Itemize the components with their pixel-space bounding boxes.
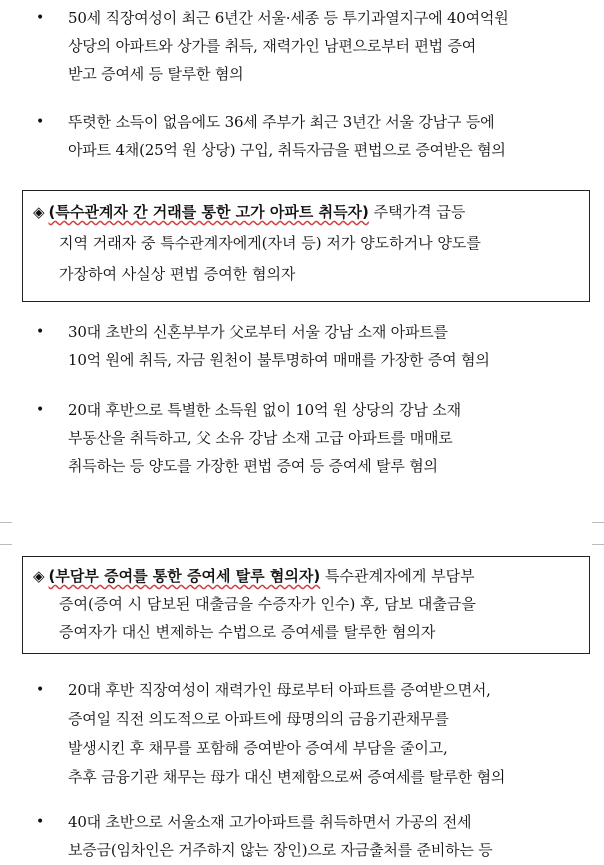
highlight-box-burdened-gift [22,556,590,654]
bullet-marker: • [36,114,45,130]
bullet-marker: • [36,402,45,418]
page-corner-mark [0,544,12,545]
list-item-text [68,808,590,864]
highlight-box-special-relation [22,190,590,302]
page-corner-mark [0,510,12,523]
page-break [0,510,604,550]
box-text-line: 증여자가 대신 변제하는 수법으로 증여세를 탈루한 혐의자 [59,623,436,641]
list-item-text [68,396,590,480]
text-line: 상당의 아파트와 상가를 취득, 재력가인 남편으로부터 편법 증여 [68,37,477,55]
text-line: 50세 직장여성이 최근 6년간 서울·세종 등 투기과열지구에 40여억원 [68,9,509,27]
text-line: 20대 후반 직장여성이 재력가인 母로부터 아파트를 증여받으면서, [68,681,491,699]
list-item-text [68,4,590,88]
box-first-line [33,562,581,590]
box-text: 특수관계자에게 부담부 [320,567,475,585]
text-line: 뚜렷한 소득이 없음에도 36세 주부가 최근 3년간 서울 강남구 등에 [68,113,495,131]
diamond-icon: ◈ [33,567,45,585]
text-line: 발생시킨 후 채무를 포함해 증여받아 증여세 부담을 줄이고, [68,739,448,757]
text-line: 보증금(임차인은 거주하지 않는 장인)으로 자금출처를 준비하는 등 [68,841,493,859]
text-line: 10억 원에 취득, 자금 원천이 불투명하여 매매를 가장한 증여 혐의 [68,351,490,369]
list-item-text [68,108,590,164]
list-item [36,396,590,480]
text-line: 취득하는 등 양도를 가장한 편법 증여 등 증여세 탈루 혐의 [68,457,438,475]
bullet-marker: • [36,10,45,26]
text-line: 부동산을 취득하고, 父 소유 강남 소재 고급 아파트를 매매로 [68,429,453,447]
page-corner-mark [592,510,604,523]
bullet-marker: • [36,324,45,340]
list-item-text [68,676,590,792]
list-item [36,676,590,792]
box-text-line: 지역 거래자 중 특수관계자에게(자녀 등) 저가 양도하거나 양도를 [59,234,481,252]
list-item [36,318,590,374]
box-first-line [33,197,581,228]
box-heading: (부담부 증여를 통한 증여세 탈루 혐의자) [48,567,321,585]
text-line: 받고 증여세 등 탈루한 혐의 [68,65,244,83]
bullet-marker: • [36,814,45,830]
text-line: 40대 초반으로 서울소재 고가아파트를 취득하면서 가공의 전세 [68,813,472,831]
list-item [36,808,590,864]
diamond-icon: ◈ [33,203,45,221]
page-corner-mark [592,544,604,545]
box-text-line: 가장하여 사실상 편법 증여한 혐의자 [59,265,296,283]
text-line: 증여일 직전 의도적으로 아파트에 母명의의 금융기관채무를 [68,710,449,728]
box-heading: (특수관계자 간 거래를 통한 고가 아파트 취득자) [48,203,369,221]
box-text-line: 증여(증여 시 담보된 대출금을 수증자가 인수) 후, 담보 대출금을 [59,595,476,613]
text-line: 아파트 4채(25억 원 상당) 구입, 취득자금을 편법으로 증여받은 혐의 [68,141,506,159]
list-item-text [68,318,590,374]
text-line: 30대 초반의 신혼부부가 父로부터 서울 강남 소재 아파트를 [68,323,448,341]
bullet-marker: • [36,682,45,698]
text-line: 추후 금융기관 채무는 母가 대신 변제함으로써 증여세를 탈루한 혐의 [68,768,506,786]
box-text: 주택가격 급등 [368,203,466,221]
text-line: 20대 후반으로 특별한 소득원 없이 10억 원 상당의 강남 소재 [68,401,461,419]
list-item [36,4,590,88]
list-item [36,108,590,164]
